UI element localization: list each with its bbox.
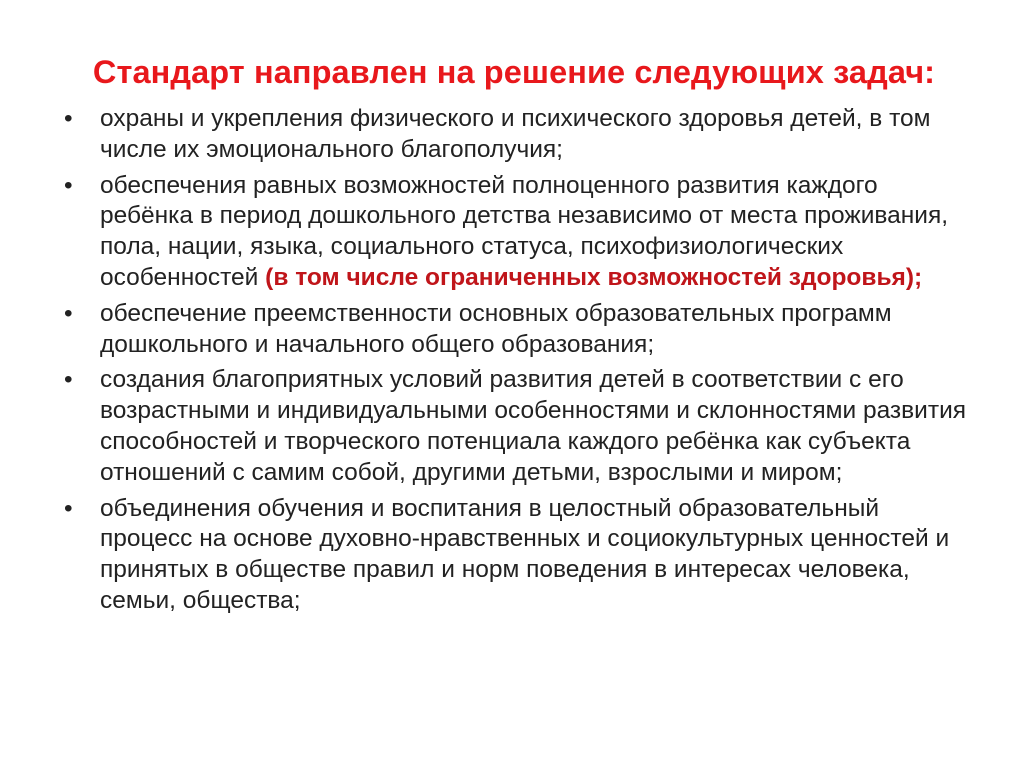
bullet-icon: • [64, 105, 73, 132]
bullet-icon: • [64, 366, 73, 394]
bullet-text: объединения обучения и воспитания в целостный образовательный процесс на основе духовно-нравственных и социокультурных ценностей и принятых в обществе правил и норм поведения в интересах человека, семьи, общества; [100, 494, 950, 614]
bullet-list [60, 104, 968, 617]
bullet-icon: • [64, 299, 73, 327]
bullet-emphasis-text: (в том числе ограниченных возможностей здоровья); [265, 263, 923, 291]
slide-title: Стандарт направлен на решение следующих задач: [92, 54, 936, 90]
bullet-item-equal-opportunities [60, 171, 968, 294]
bullet-item-health [60, 104, 968, 166]
bullet-item-continuity [60, 299, 968, 361]
bullet-item-unified-process [60, 494, 968, 617]
bullet-text: обеспечение преемственности основных образовательных программ дошкольного и начального общего образования; [100, 299, 892, 358]
bullet-text: обеспечения равных возможностей полноценного развития каждого ребёнка в период дошкольного детства независимо от места проживания, пола, нации, языка, социального статуса, психофизиологических особенностей [100, 171, 949, 291]
bullet-text: создания благоприятных условий развития детей в соответствии с его возрастными и индивидуальными особенностями и склонностями развития способностей и творческого потенциала каждого ребёнка как субъекта отношений с самим собой, другими детьми, взрослыми и миром; [100, 366, 967, 486]
bullet-item-favorable-conditions [60, 365, 968, 488]
bullet-icon: • [64, 171, 73, 199]
bullet-icon: • [64, 494, 73, 522]
bullet-text: охраны и укрепления физического и психического здоровья детей, в том числе их эмоционального благополучия; [100, 105, 931, 163]
